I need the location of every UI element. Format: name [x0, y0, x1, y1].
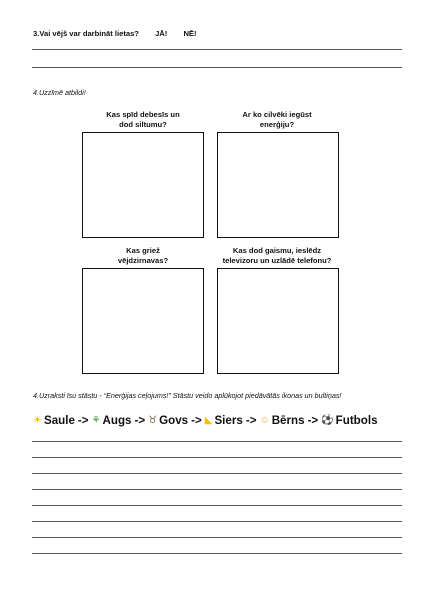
story-line[interactable]	[32, 537, 402, 538]
answer-line[interactable]	[32, 49, 402, 50]
arrow: ->	[245, 414, 257, 427]
chain-item-cow	[148, 414, 188, 427]
chain-item-cheese	[205, 414, 243, 427]
story-line[interactable]	[32, 505, 402, 506]
answer-yes[interactable]: JĀ!	[155, 29, 168, 38]
drawing-box-3[interactable]	[82, 268, 204, 374]
chain-item-child	[259, 414, 304, 427]
story-line[interactable]	[32, 489, 402, 490]
arrow: ->	[191, 414, 202, 427]
box-1-title-line1: Kas spīd debesīs un	[106, 110, 180, 119]
story-line[interactable]	[32, 521, 402, 522]
story-line[interactable]	[32, 553, 402, 554]
question-3-text: 3.Vai vējš var darbināt lietas?	[33, 29, 139, 38]
energy-chain	[33, 414, 378, 427]
question-3	[33, 29, 197, 38]
chain-label: Govs	[159, 414, 189, 427]
drawing-box-2[interactable]	[217, 132, 339, 238]
box-4-title-line1: Kas dod gaismu, ieslēdz	[232, 246, 322, 255]
box-3-title-line2: vējdzirnavas?	[117, 255, 169, 265]
chain-label: Saule	[43, 414, 75, 427]
cheese-icon: ◣	[204, 415, 213, 426]
chain-item-plant	[92, 414, 132, 427]
arrow: ->	[77, 414, 89, 427]
plant-icon: ⚘	[91, 415, 101, 426]
chain-item-ball	[321, 414, 377, 427]
box-3-title	[83, 246, 203, 265]
story-line[interactable]	[32, 441, 402, 442]
child-icon: ☺	[259, 415, 270, 426]
story-line[interactable]	[32, 457, 402, 458]
cow-icon: ♉	[148, 415, 158, 426]
box-2-title	[217, 110, 337, 129]
chain-label: Augs	[102, 414, 132, 427]
chain-label: Bērns	[271, 414, 305, 427]
soccer-ball-icon: ⚽	[321, 415, 334, 426]
box-4-title-line2: televizoru un uzlādē telefonu?	[222, 255, 332, 265]
answer-line[interactable]	[32, 67, 402, 68]
box-1-title-line2: dod siltumu?	[119, 119, 167, 129]
chain-label: Siers	[214, 414, 243, 427]
drawing-box-1[interactable]	[82, 132, 204, 238]
sun-icon: ☀	[33, 415, 42, 426]
box-4-title	[212, 246, 342, 265]
box-2-title-line1: Ar ko cilvēki iegūst	[242, 110, 312, 119]
arrow: ->	[307, 414, 319, 427]
drawing-box-4[interactable]	[217, 268, 339, 374]
box-2-title-line2: enerģiju?	[259, 119, 295, 129]
box-1-title	[83, 110, 203, 129]
chain-item-sun	[33, 414, 75, 427]
story-line[interactable]	[32, 473, 402, 474]
question-4-heading: 4.Uzzīmē atbildi!	[33, 88, 86, 97]
box-3-title-line1: Kas griež	[126, 246, 160, 255]
answer-no[interactable]: NĒ!	[183, 29, 197, 38]
chain-label: Futbols	[335, 414, 378, 427]
question-5-heading: 4.Uzraksti īsu stāstu - “Enerģijas ceļojums!” Stāstu veido aplūkojot piedāvātās ikonas un bultiņas!	[33, 391, 342, 400]
arrow: ->	[134, 414, 146, 427]
